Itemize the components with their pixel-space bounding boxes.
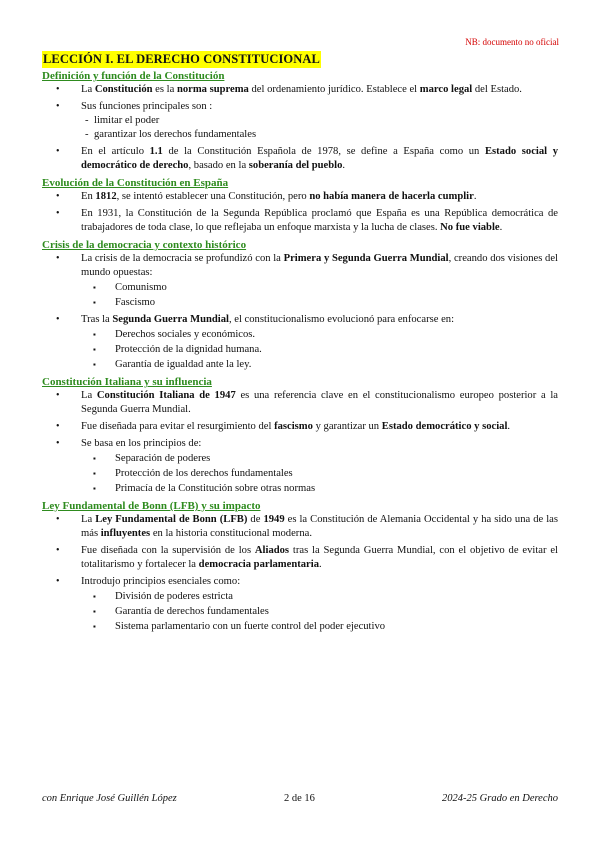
section-heading: Constitución Italiana y su influencia [42, 376, 212, 388]
sub-list-item: ▪ Fascismo [93, 297, 156, 308]
list-item: • La crisis de la democracia se profundizó con la Primera y Segunda Guerra Mundial, creando dos visiones del mundo opuestas: ▪ Comunismo ▪ Fascismo [56, 253, 558, 308]
bullet-icon: • [56, 191, 60, 202]
bullet-icon: • [56, 438, 60, 449]
bullet-icon: • [56, 514, 60, 525]
footer-author: con Enrique José Guillén López [42, 793, 177, 804]
bullet-icon: • [56, 545, 60, 556]
sub-list [81, 451, 558, 496]
sub-list-item: ▪ Garantía de derechos fundamentales [93, 606, 269, 617]
lesson-title: LECCIÓN I. EL DERECHO CONSTITUCIONAL [43, 52, 320, 66]
bullet-icon: • [56, 101, 60, 112]
list-item: • La Ley Fundamental de Bonn (LFB) de 1949 es la Constitución de Alemania Occidental y ha sido una de las más influyentes en la historia constitucional moderna. [56, 514, 558, 539]
bullet-icon: • [56, 421, 60, 432]
square-bullet-icon: ▪ [93, 484, 96, 493]
list-item: • Fue diseñada para evitar el resurgimiento del fascismo y garantizar un Estado democrático y social. [56, 421, 511, 432]
sub-list-item: ▪ Primacía de la Constitución sobre otras normas [93, 483, 316, 494]
sub-list [81, 589, 558, 634]
list-item: • Se basa en los principios de: ▪ Separación de poderes ▪ Protección de los derechos fundamentales ▪ Primacía de la Constitución sobre otras normas [42, 437, 558, 496]
square-bullet-icon: ▪ [93, 345, 96, 354]
footer-course: 2024-25 Grado en Derecho [442, 793, 558, 804]
section-heading: Ley Fundamental de Bonn (LFB) y su impacto [42, 500, 261, 512]
square-bullet-icon: ▪ [93, 454, 96, 463]
section-heading: Crisis de la democracia y contexto histórico [42, 239, 247, 251]
sub-list-item: ▪ Derechos sociales y económicos. [93, 329, 256, 340]
section-heading: Definición y función de la Constitución [42, 70, 225, 82]
sub-list-item: - garantizar los derechos fundamentales [85, 129, 257, 140]
list-item: • Sus funciones principales son : - limitar el poder - garantizar los derechos fundamentales [42, 100, 558, 142]
list-item: • En 1812, se intentó establecer una Constitución, pero no había manera de hacerla cumplir. [56, 191, 477, 202]
list-item: • La Constitución Italiana de 1947 es una referencia clave en el constitucionalismo europeo posterior a la Segunda Guerra Mundial. [56, 390, 558, 415]
bullet-icon: • [56, 146, 60, 157]
section-heading: Evolución de la Constitución en España [42, 177, 229, 189]
sub-list-item: - limitar el poder [85, 115, 160, 126]
list-item: • La Constitución es la norma suprema del ordenamiento jurídico. Establece el marco legal del Estado. [56, 84, 522, 95]
bullet-icon: • [56, 253, 60, 264]
page-number: 2 de 16 [284, 793, 315, 804]
square-bullet-icon: ▪ [93, 469, 96, 478]
sub-list [81, 280, 558, 310]
sub-list-item: ▪ División de poderes estricta [93, 591, 233, 602]
bullet-icon: • [56, 84, 60, 95]
list-item: • Tras la Segunda Guerra Mundial, el constitucionalismo evolucionó para enfocarse en: ▪ Derechos sociales y económicos. ▪ Protección de la dignidad humana. ▪ Garantía de igualdad ante la ley. [42, 313, 558, 372]
square-bullet-icon: ▪ [93, 592, 96, 601]
bullet-icon: • [56, 314, 60, 325]
sub-list [81, 327, 558, 372]
sub-list-item: ▪ Separación de poderes [93, 453, 211, 464]
dash-icon: - [85, 115, 89, 126]
bullet-list [42, 389, 558, 496]
list-item: • En el artículo 1.1 de la Constitución Española de 1978, se define a España como un Estado social y democrático de derecho, basado en la soberanía del pueblo. [56, 146, 558, 171]
bullet-list [42, 252, 558, 372]
list-item: • En 1931, la Constitución de la Segunda República proclamó que España es una República democrática de trabajadores de toda clase, lo que reflejaba un enfoque marxista y la lucha de clases. No fue viable. [56, 208, 558, 233]
list-item: • Fue diseñada con la supervisión de los Aliados tras la Segunda Guerra Mundial, con el objetivo de evitar el totalitarismo y fortalecer la democracia parlamentaria. [56, 545, 558, 570]
square-bullet-icon: ▪ [93, 298, 96, 307]
sub-list-item: ▪ Protección de la dignidad humana. [93, 344, 262, 355]
sub-list-item: ▪ Sistema parlamentario con un fuerte control del poder ejecutivo [93, 621, 386, 632]
square-bullet-icon: ▪ [93, 283, 96, 292]
bullet-list [42, 513, 558, 634]
square-bullet-icon: ▪ [93, 622, 96, 631]
bullet-list [42, 83, 558, 173]
bullet-list [42, 190, 558, 235]
square-bullet-icon: ▪ [93, 607, 96, 616]
page-content [42, 50, 558, 637]
sub-list-item: ▪ Comunismo [93, 282, 167, 293]
square-bullet-icon: ▪ [93, 360, 96, 369]
square-bullet-icon: ▪ [93, 330, 96, 339]
sub-list [81, 114, 558, 142]
bullet-icon: • [56, 208, 60, 219]
unofficial-note: NB: documento no oficial [465, 37, 559, 47]
sub-list-item: ▪ Protección de los derechos fundamentales [93, 468, 293, 479]
dash-icon: - [85, 129, 89, 140]
list-item: • Introdujo principios esenciales como: ▪ División de poderes estricta ▪ Garantía de derechos fundamentales ▪ Sistema parlamentario con un fuerte control del poder ejecutivo [42, 575, 558, 634]
bullet-icon: • [56, 390, 60, 401]
bullet-icon: • [56, 576, 60, 587]
sub-list-item: ▪ Garantía de igualdad ante la ley. [93, 359, 252, 370]
